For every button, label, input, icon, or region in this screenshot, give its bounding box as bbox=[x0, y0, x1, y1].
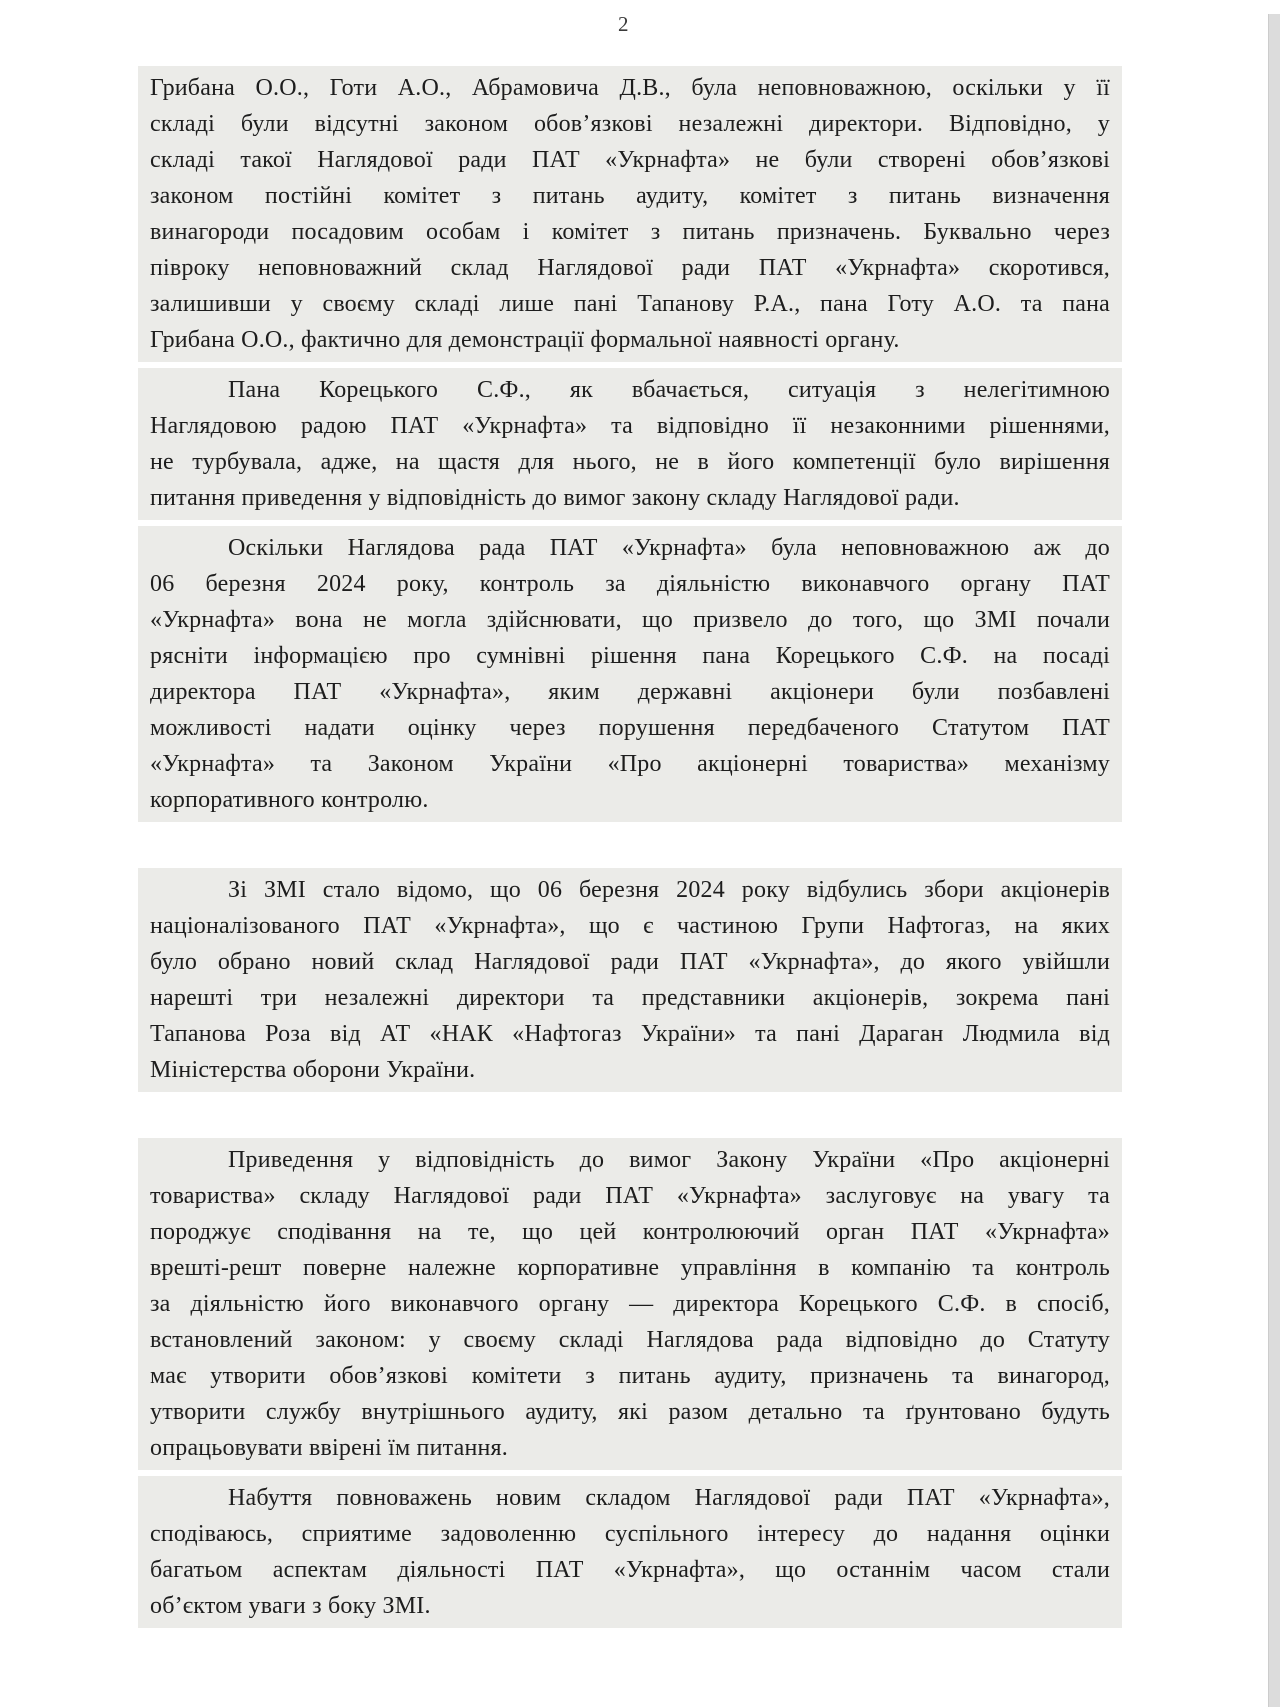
text-line: питання приведення у відповідність до вимог закону складу Наглядової ради. bbox=[150, 485, 960, 511]
text-line: не турбувала, адже, на щастя для нього, не в його компетенції було вирішення bbox=[150, 449, 1110, 475]
text-line: товариства» складу Наглядової ради ПАТ «Укрнафта» заслуговує на увагу та bbox=[150, 1183, 1110, 1209]
text-line: «Укрнафта» вона не могла здійснювати, що призвело до того, що ЗМІ почали bbox=[150, 607, 1110, 633]
scrollbar[interactable] bbox=[1268, 14, 1280, 1707]
text-line: за діяльністю його виконавчого органу — директора Корецького С.Ф. в спосіб, bbox=[150, 1291, 1110, 1317]
text-line: було обрано новий склад Наглядової ради ПАТ «Укрнафта», до якого увійшли bbox=[150, 949, 1110, 975]
text-line: Пана Корецького С.Ф., як вбачається, ситуація з нелегітимною bbox=[228, 377, 1110, 403]
text-line: утворити службу внутрішнього аудиту, які разом детально та ґрунтовано будуть bbox=[150, 1399, 1110, 1425]
text-line: Набуття повноважень новим складом Наглядової ради ПАТ «Укрнафта», bbox=[228, 1485, 1110, 1511]
text-line: можливості надати оцінку через порушення передбаченого Статутом ПАТ bbox=[150, 715, 1110, 741]
paragraph bbox=[138, 1138, 1122, 1470]
paragraph bbox=[138, 868, 1122, 1092]
text-line: 06 березня 2024 року, контроль за діяльністю виконавчого органу ПАТ bbox=[150, 571, 1110, 597]
paragraph bbox=[138, 368, 1122, 520]
text-line: Грибана О.О., фактично для демонстрації формальної наявності органу. bbox=[150, 327, 900, 353]
paragraph bbox=[138, 1476, 1122, 1628]
text-line: породжує сподівання на те, що цей контролюючий орган ПАТ «Укрнафта» bbox=[150, 1219, 1110, 1245]
text-line: врешті-решт поверне належне корпоративне управління в компанію та контроль bbox=[150, 1255, 1110, 1281]
text-line: Тапанова Роза від АТ «НАК «Нафтогаз України» та пані Дараган Людмила від bbox=[150, 1021, 1110, 1047]
text-line: «Укрнафта» та Законом України «Про акціонерні товариства» механізму bbox=[150, 751, 1110, 777]
text-line: залишивши у своєму складі лише пані Тапанову Р.А., пана Готу А.О. та пана bbox=[150, 291, 1110, 317]
text-line: об’єктом уваги з боку ЗМІ. bbox=[150, 1593, 431, 1619]
text-line: півроку неповноважний склад Наглядової ради ПАТ «Укрнафта» скоротився, bbox=[150, 255, 1110, 281]
text-line: Наглядовою радою ПАТ «Укрнафта» та відповідно її незаконними рішеннями, bbox=[150, 413, 1110, 439]
text-line: Зі ЗМІ стало відомо, що 06 березня 2024 року відбулись збори акціонерів bbox=[228, 877, 1110, 903]
page-number: 2 bbox=[618, 12, 629, 36]
text-line: законом постійні комітет з питань аудиту, комітет з питань визначення bbox=[150, 183, 1110, 209]
text-line: Грибана О.О., Готи А.О., Абрамовича Д.В., була неповноважною, оскільки у її bbox=[150, 75, 1110, 101]
text-line: має утворити обов’язкові комітети з питань аудиту, призначень та винагород, bbox=[150, 1363, 1110, 1389]
text-line: складі були відсутні законом обов’язкові незалежні директори. Відповідно, у bbox=[150, 111, 1110, 137]
text-line: рясніти інформацією про сумнівні рішення пана Корецького С.Ф. на посаді bbox=[150, 643, 1110, 669]
text-line: сподіваюсь, сприятиме задоволенню суспільного інтересу до надання оцінки bbox=[150, 1521, 1110, 1547]
paragraph bbox=[138, 526, 1122, 822]
text-line: корпоративного контролю. bbox=[150, 787, 429, 813]
document-text bbox=[138, 66, 1122, 1634]
text-line: директора ПАТ «Укрнафта», яким державні акціонери були позбавлені bbox=[150, 679, 1110, 705]
paragraph bbox=[138, 66, 1122, 362]
text-line: встановлений законом: у своєму складі Наглядова рада відповідно до Статуту bbox=[150, 1327, 1110, 1353]
text-line: опрацьовувати ввірені їм питання. bbox=[150, 1435, 508, 1461]
text-line: націоналізованого ПАТ «Укрнафта», що є частиною Групи Нафтогаз, на яких bbox=[150, 913, 1110, 939]
text-line: Приведення у відповідність до вимог Закону України «Про акціонерні bbox=[228, 1147, 1110, 1173]
text-line: багатьом аспектам діяльності ПАТ «Укрнафта», що останнім часом стали bbox=[150, 1557, 1110, 1583]
text-line: складі такої Наглядової ради ПАТ «Укрнафта» не були створені обов’язкові bbox=[150, 147, 1110, 173]
text-line: Міністерства оборони України. bbox=[150, 1057, 476, 1083]
text-line: нарешті три незалежні директори та представники акціонерів, зокрема пані bbox=[150, 985, 1110, 1011]
text-line: винагороди посадовим особам і комітет з питань призначень. Буквально через bbox=[150, 219, 1110, 245]
text-line: Оскільки Наглядова рада ПАТ «Укрнафта» була неповноважною аж до bbox=[228, 535, 1110, 561]
